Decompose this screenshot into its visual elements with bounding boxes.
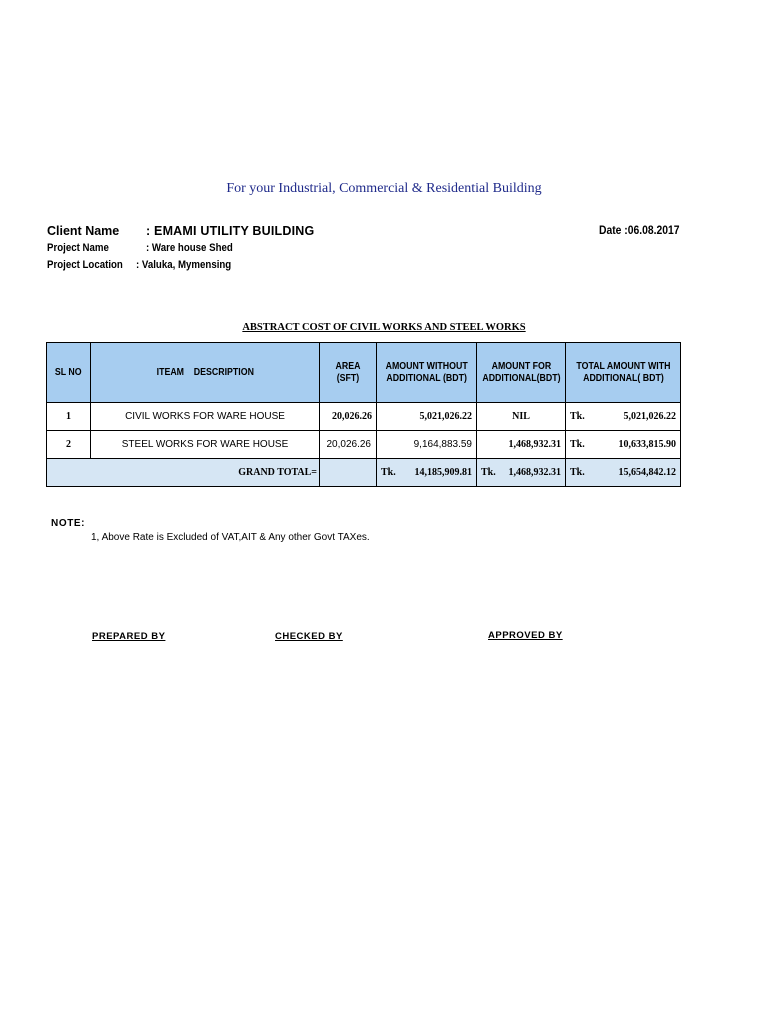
grand-total-row	[47, 459, 681, 487]
project-name-value: : Ware house Shed	[146, 242, 233, 254]
note-label: NOTE:	[51, 518, 86, 529]
table-header-row	[47, 343, 681, 403]
note-line: 1, Above Rate is Excluded of VAT,AIT & Any other Govt TAXes.	[91, 532, 370, 543]
header-total-amount: TOTAL AMOUNT WITH ADDITIONAL( BDT)	[566, 343, 681, 403]
grand-total-amount-for: Tk. 1,468,932.31	[477, 459, 566, 487]
row-amount-for: 1,468,932.31	[477, 431, 566, 459]
client-name-value: : EMAMI UTILITY BUILDING	[146, 224, 315, 238]
approved-by-label: APPROVED BY	[488, 630, 563, 641]
grand-total-total: Tk. 15,654,842.12	[566, 459, 681, 487]
row-total: Tk. 10,633,815.90	[566, 431, 681, 459]
row-amount-for: NIL	[477, 403, 566, 431]
client-name-label: Client Name	[47, 224, 120, 238]
header-area: AREA (SFT)	[320, 343, 377, 403]
header-sl-no: SL NO	[47, 343, 91, 403]
project-location-label: Project Location	[47, 259, 123, 271]
abstract-title: ABSTRACT COST OF CIVIL WORKS AND STEEL WORKS	[242, 322, 526, 333]
row-area: 20,026.26	[320, 403, 377, 431]
row-sl: 1	[47, 403, 91, 431]
checked-by-label: CHECKED BY	[275, 631, 343, 642]
row-description: STEEL WORKS FOR WARE HOUSE	[91, 431, 320, 459]
row-amount-without: 5,021,026.22	[377, 403, 477, 431]
table-row	[47, 403, 681, 431]
table-row	[47, 431, 681, 459]
prepared-by-label: PREPARED BY	[92, 631, 166, 642]
document-date: Date :06.08.2017	[599, 225, 680, 237]
cost-table	[46, 342, 681, 487]
row-total: Tk. 5,021,026.22	[566, 403, 681, 431]
page-tagline: For your Industrial, Commercial & Residential Building	[226, 181, 542, 196]
row-amount-without: 9,164,883.59	[377, 431, 477, 459]
project-name-label: Project Name	[47, 242, 109, 254]
row-description: CIVIL WORKS FOR WARE HOUSE	[91, 403, 320, 431]
grand-total-area	[320, 459, 377, 487]
grand-total-amount-without: Tk. 14,185,909.81	[377, 459, 477, 487]
project-location-value: : Valuka, Mymensing	[136, 259, 232, 271]
header-description: ITEAM DESCRIPTION	[91, 343, 320, 403]
header-amount-for: AMOUNT FOR ADDITIONAL(BDT)	[477, 343, 566, 403]
row-sl: 2	[47, 431, 91, 459]
header-amount-without: AMOUNT WITHOUT ADDITIONAL (BDT)	[377, 343, 477, 403]
grand-total-label: GRAND TOTAL=	[47, 459, 320, 487]
row-area: 20,026.26	[320, 431, 377, 459]
